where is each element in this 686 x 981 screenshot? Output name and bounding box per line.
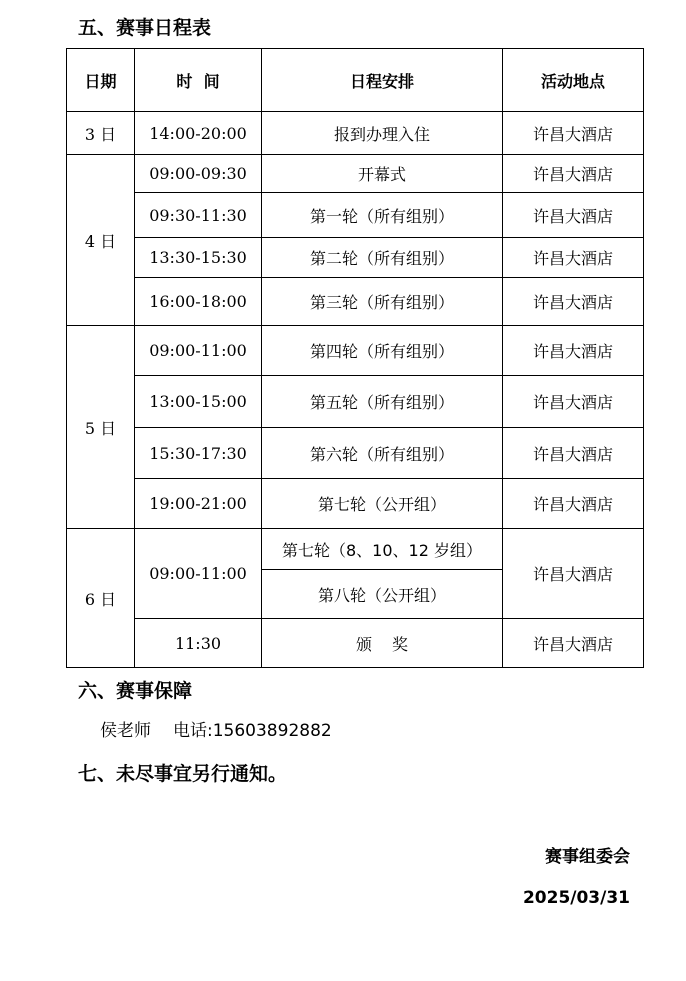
table-row: [67, 193, 644, 238]
place-cell: 许昌大酒店: [503, 112, 644, 155]
table-row: [67, 619, 644, 668]
place-cell: 许昌大酒店: [503, 428, 644, 479]
table-row: [67, 112, 644, 155]
date-cell: 4 日: [67, 155, 135, 326]
place-cell: 许昌大酒店: [503, 479, 644, 529]
date-cell: 3 日: [67, 112, 135, 155]
schedule-table: [66, 48, 644, 668]
event-cell: 第六轮（所有组别）: [262, 428, 503, 479]
section-six-title: 六、赛事保障: [78, 680, 193, 702]
event-cell: 开幕式: [262, 155, 503, 193]
place-cell: 许昌大酒店: [503, 326, 644, 376]
table-header-row: [67, 49, 644, 112]
time-cell: 14:00-20:00: [135, 112, 262, 155]
place-cell: 许昌大酒店: [503, 278, 644, 326]
time-cell: 09:00-09:30: [135, 155, 262, 193]
event-cell: 第八轮（公开组）: [262, 570, 503, 619]
contact-name: 侯老师: [100, 721, 151, 741]
event-cell: 第七轮（8、10、12 岁组）: [262, 529, 503, 570]
time-cell: 09:00-11:00: [135, 326, 262, 376]
time-cell: 11:30: [135, 619, 262, 668]
table-row: [67, 529, 644, 570]
time-cell: 13:30-15:30: [135, 238, 262, 278]
event-cell: 第七轮（公开组）: [262, 479, 503, 529]
event-cell: 第一轮（所有组别）: [262, 193, 503, 238]
table-row: [67, 238, 644, 278]
table-row: [67, 278, 644, 326]
table-row: [67, 326, 644, 376]
event-cell: 第二轮（所有组别）: [262, 238, 503, 278]
date-cell: 5 日: [67, 326, 135, 529]
time-cell: 16:00-18:00: [135, 278, 262, 326]
section-seven-title: 七、未尽事宜另行通知。: [78, 763, 288, 785]
place-cell: 许昌大酒店: [503, 529, 644, 619]
date-cell: 6 日: [67, 529, 135, 668]
time-cell: 19:00-21:00: [135, 479, 262, 529]
place-cell: 许昌大酒店: [503, 619, 644, 668]
time-cell: 09:30-11:30: [135, 193, 262, 238]
time-cell: 15:30-17:30: [135, 428, 262, 479]
header-event: 日程安排: [262, 49, 503, 112]
event-cell: 第五轮（所有组别）: [262, 376, 503, 428]
time-cell: 13:00-15:00: [135, 376, 262, 428]
contact-phone: 电话:15603892882: [173, 721, 332, 741]
event-cell: 第四轮（所有组别）: [262, 326, 503, 376]
table-row: [67, 479, 644, 529]
place-cell: 许昌大酒店: [503, 376, 644, 428]
signature-org: 赛事组委会: [545, 847, 630, 867]
event-cell: 颁奖: [262, 619, 503, 668]
table-row: [67, 155, 644, 193]
time-cell: 09:00-11:00: [135, 529, 262, 619]
event-cell: 第三轮（所有组别）: [262, 278, 503, 326]
event-cell: 报到办理入住: [262, 112, 503, 155]
header-date: 日期: [67, 49, 135, 112]
place-cell: 许昌大酒店: [503, 238, 644, 278]
contact-line: [100, 719, 332, 743]
section-five-title: 五、赛事日程表: [78, 17, 212, 39]
place-cell: 许昌大酒店: [503, 155, 644, 193]
header-place: 活动地点: [503, 49, 644, 112]
signature-date: 2025/03/31: [522, 888, 630, 908]
header-time: 时 间: [135, 49, 262, 112]
place-cell: 许昌大酒店: [503, 193, 644, 238]
table-row: [67, 428, 644, 479]
table-row: [67, 376, 644, 428]
